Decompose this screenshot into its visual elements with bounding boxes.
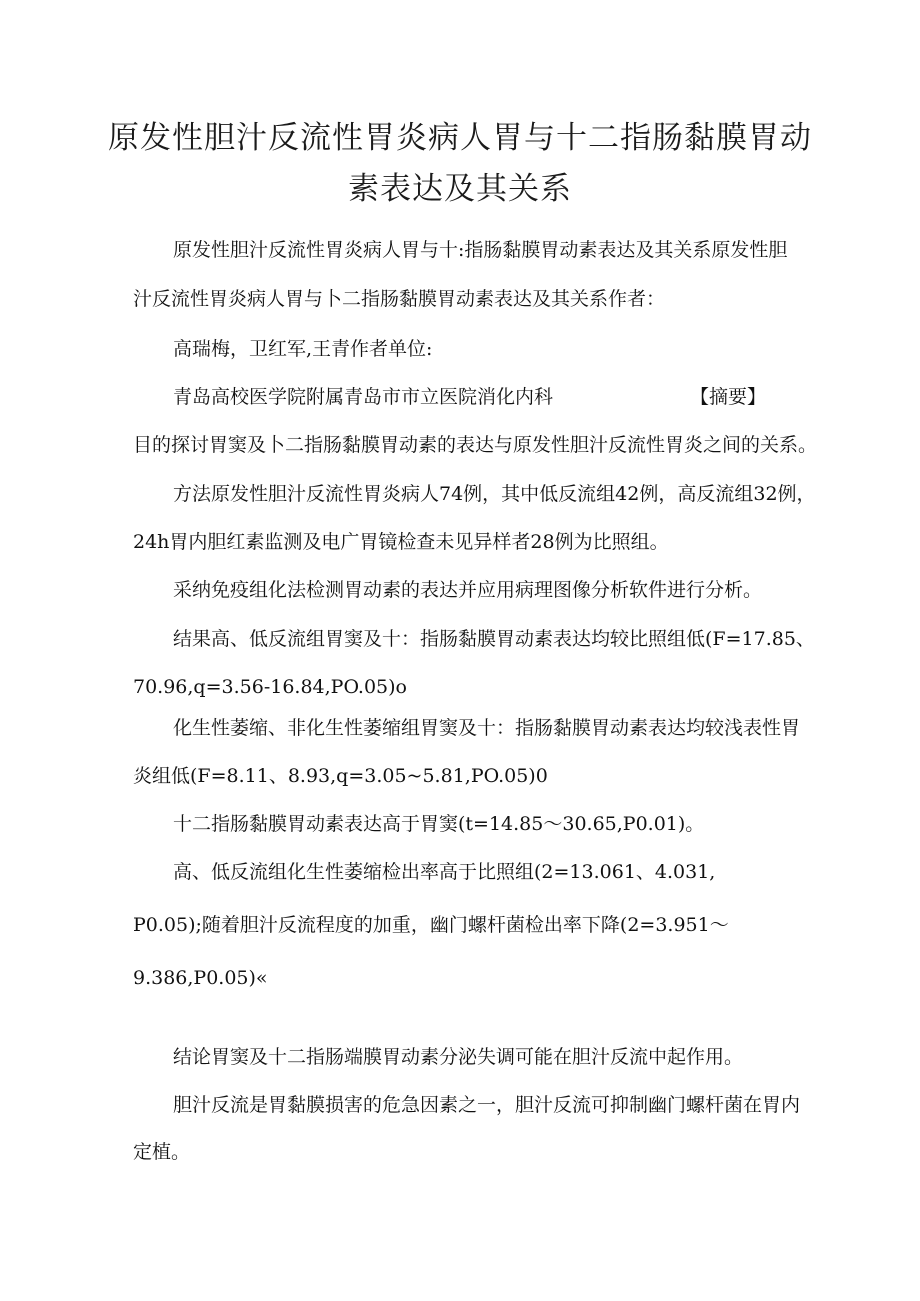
results-line-2: 70.96,q=3.56-16.84,PO.05)o — [133, 676, 407, 698]
document-title-line-1: 原发性胆汁反流性胃炎病人胃与十二指肠黏膜胃动 — [108, 120, 812, 156]
body-line-1: 胆汁反流是胃黏膜损害的危急因素之一，胆汁反流可抑制幽门螺杆菌在胃内 — [173, 1094, 801, 1116]
results-line-8: 9.386,P0.05)« — [133, 967, 268, 989]
objective-line: 目的探讨胃窦及卜二指肠黏膜胃动素的表达与原发性胆汁反流性胃炎之间的关系。 — [133, 434, 818, 456]
results-line-3: 化生性萎缩、非化生性萎缩组胃窦及十：指肠黏膜胃动素表达均较浅表性胃 — [173, 717, 801, 739]
paragraph-line-2: 汁反流性胃炎病人胃与卜二指肠黏膜胃动素表达及其关系作者： — [133, 288, 666, 310]
author-line: 高瑞梅，卫红军,王青作者单位: — [173, 338, 433, 360]
methods-line-2: 24h胃内胆红素监测及电广胃镜检查未见异样者28例为比照组。 — [133, 531, 669, 553]
conclusion-line: 结论胃窦及十二指肠端膜胃动素分泌失调可能在胆汁反流中起作用。 — [173, 1046, 744, 1068]
results-line-5: 十二指肠黏膜胃动素表达高于胃窦(t=14.85〜30.65,P0.01)。 — [173, 813, 705, 835]
methods-line-1: 方法原发性胆汁反流性胃炎病人74例，其中低反流组42例，高反流组32例， — [173, 483, 816, 505]
affiliation-line: 青岛高校医学院附属青岛市市立医院消化内科 — [173, 386, 554, 408]
body-line-2: 定植。 — [133, 1141, 191, 1163]
methods-line-3: 采纳免疫组化法检测胃动素的表达并应用病理图像分析软件进行分析。 — [173, 579, 763, 601]
results-line-7: P0.05);随着胆汁反流程度的加重，幽门螺杆菌检出率下降(2=3.951〜 — [133, 914, 729, 936]
document-title-line-2: 素表达及其关系 — [348, 171, 572, 207]
abstract-heading: 【摘要】 — [690, 386, 767, 408]
results-line-1: 结果高、低反流组胃窦及十：指肠黏膜胃动素表达均较比照组低(F=17.85、 — [173, 628, 815, 650]
results-line-6: 高、低反流组化生性萎缩检出率高于比照组(2=13.061、4.031, — [173, 861, 716, 883]
paragraph-line-1: 原发性胆汁反流性胃炎病人胃与十:指肠黏膜胃动素表达及其关系原发性胆 — [173, 239, 788, 261]
results-line-4: 炎组低(F=8.11、8.93,q=3.05~5.81,PO.05)0 — [133, 765, 548, 787]
